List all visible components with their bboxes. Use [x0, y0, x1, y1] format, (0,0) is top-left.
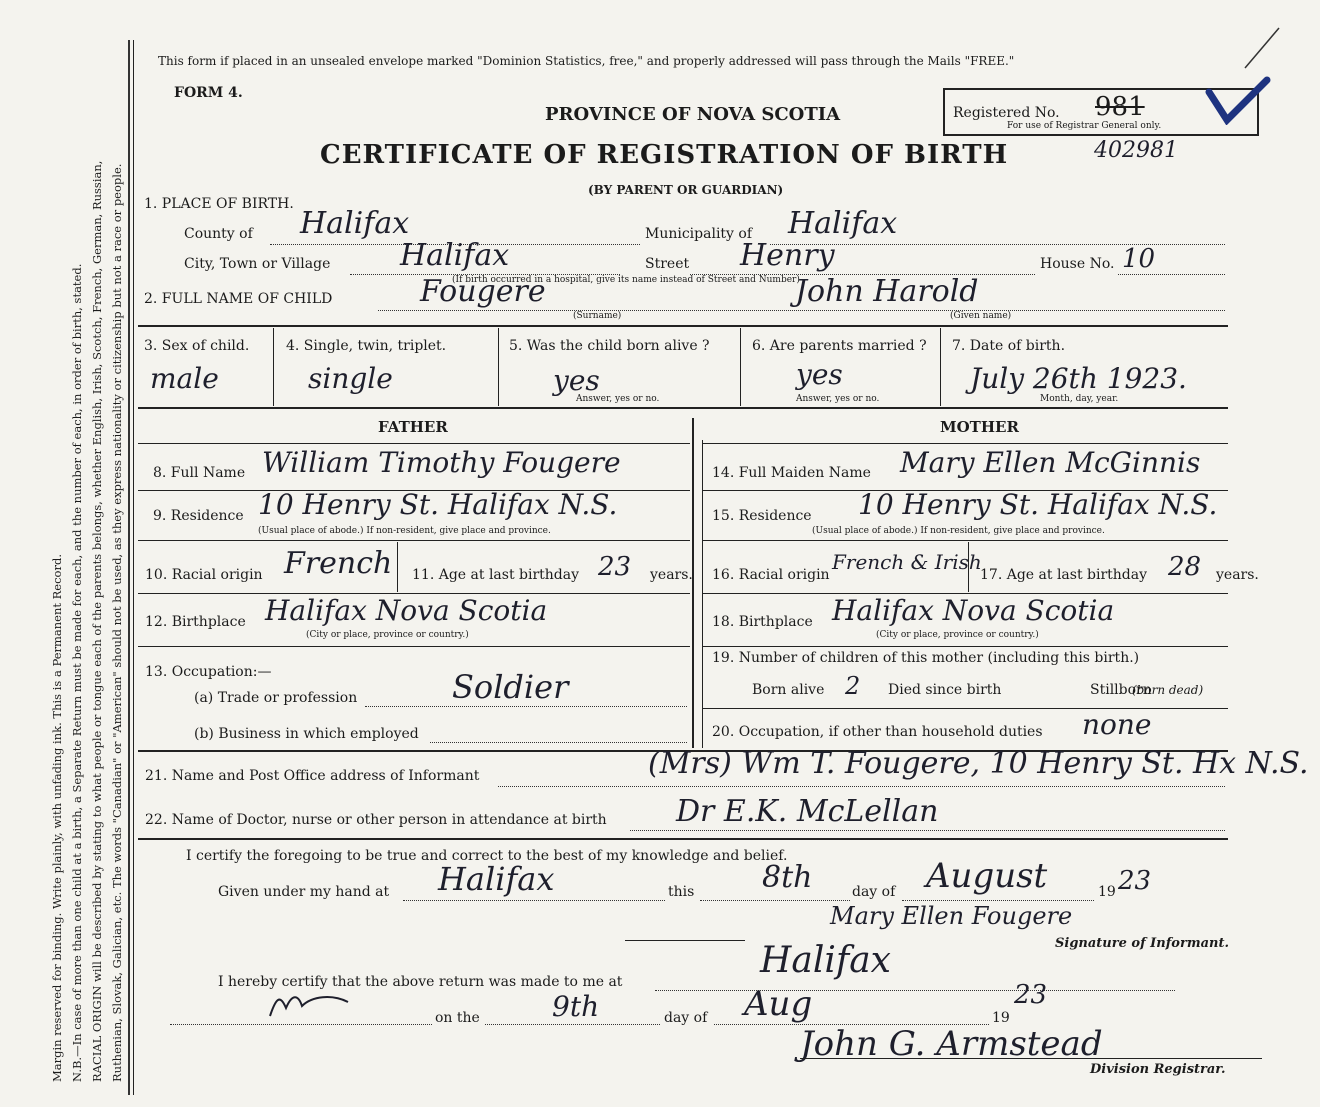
- father-heading: FATHER: [378, 418, 448, 436]
- father-birthplace-caption: (City or place, province or country.): [306, 630, 469, 640]
- city-value: Halifax: [400, 238, 510, 273]
- born-alive-label: 5. Was the child born alive ?: [509, 338, 710, 354]
- received-year-prefix: 19: [992, 1010, 1010, 1026]
- mother-birthplace-label: 18. Birthplace: [712, 614, 813, 630]
- father-birthplace-value: Halifax Nova Scotia: [265, 594, 548, 627]
- born-alive-count-label: Born alive: [752, 682, 825, 698]
- father-name-label: 8. Full Name: [153, 465, 246, 481]
- mother-occupation-value: none: [1082, 708, 1152, 741]
- father-residence-value: 10 Henry St. Halifax N.S.: [258, 488, 618, 521]
- birth-type-label: 4. Single, twin, triplet.: [286, 338, 447, 354]
- received-day-value: 9th: [552, 990, 600, 1023]
- place-of-birth-heading: 1. PLACE OF BIRTH.: [144, 196, 294, 212]
- mother-residence-caption: (Usual place of abode.) If non-resident, give place and province.: [812, 526, 1105, 536]
- received-day-of-label: day of: [664, 1010, 708, 1026]
- father-racial-label: 10. Racial origin: [145, 567, 263, 583]
- house-number-label: House No.: [1040, 256, 1115, 272]
- registered-label: Registered No.: [953, 105, 1060, 121]
- postal-note: This form if placed in an unsealed envelope marked "Dominion Statistics, free," and properly addressed will pass through the Mails "FREE.": [158, 54, 1015, 68]
- father-residence-caption: (Usual place of abode.) If non-resident, give place and province.: [258, 526, 551, 536]
- form-number: FORM 4.: [174, 85, 243, 101]
- mother-children-label: 19. Number of children of this mother (including this birth.): [712, 650, 1140, 666]
- surname-caption: (Surname): [573, 311, 622, 321]
- mother-birthplace-value: Halifax Nova Scotia: [832, 594, 1115, 627]
- registered-value: 981: [1095, 92, 1145, 122]
- this-label: this: [668, 884, 695, 900]
- mother-name-value: Mary Ellen McGinnis: [900, 446, 1201, 479]
- born-alive-value: yes: [553, 364, 600, 397]
- born-alive-caption: Answer, yes or no.: [576, 394, 660, 404]
- informant-label: 21. Name and Post Office address of Informant: [145, 768, 480, 784]
- stillborn-note: (born dead): [1132, 683, 1204, 697]
- certify-statement: I certify the foregoing to be true and correct to the best of my knowledge and belief.: [186, 848, 788, 864]
- date-of-birth-caption: Month, day, year.: [1040, 394, 1119, 404]
- on-the-label: on the: [435, 1010, 480, 1026]
- father-age-unit: years.: [650, 567, 693, 583]
- given-place-value: Halifax: [438, 860, 555, 898]
- mother-birthplace-caption: (City or place, province or country.): [876, 630, 1039, 640]
- mother-name-label: 14. Full Maiden Name: [712, 465, 871, 481]
- given-year-prefix: 19: [1098, 884, 1116, 900]
- father-occupation-label: 13. Occupation:—: [145, 664, 272, 680]
- father-birthplace-label: 12. Birthplace: [145, 614, 246, 630]
- doctor-label: 22. Name of Doctor, nurse or other person in attendance at birth: [145, 812, 607, 828]
- died-since-birth-label: Died since birth: [888, 682, 1002, 698]
- father-racial-value: French: [284, 546, 393, 581]
- municipality-value: Halifax: [788, 206, 898, 241]
- sex-label: 3. Sex of child.: [144, 338, 250, 354]
- mother-occupation-label: 20. Occupation, if other than household duties: [712, 724, 1043, 740]
- parents-married-caption: Answer, yes or no.: [796, 394, 880, 404]
- given-month-value: August: [926, 856, 1048, 896]
- margin-note-3: RACIAL ORIGIN will be described by stating to what people or tongue each of the parents belongs, whether English, Irish, Scotch, French, German, Russian,: [90, 160, 104, 1082]
- parents-married-value: yes: [796, 358, 843, 391]
- informant-signature: Mary Ellen Fougere: [830, 902, 1073, 930]
- given-day-of-label: day of: [852, 884, 896, 900]
- county-value: Halifax: [300, 206, 410, 241]
- mother-age-label: 17. Age at last birthday: [980, 567, 1148, 583]
- check-mark-icon: [1205, 20, 1285, 125]
- father-trade-value: Soldier: [452, 668, 569, 706]
- given-name-caption: (Given name): [950, 311, 1012, 321]
- registrar-initials-mark-icon: [262, 988, 352, 1024]
- father-age-label: 11. Age at last birthday: [412, 567, 580, 583]
- hereby-place-value: Halifax: [760, 940, 891, 981]
- street-label: Street: [645, 256, 690, 272]
- registrar-signature: John G. Armstead: [800, 1024, 1103, 1064]
- stillborn-label: Stillborn: [1090, 682, 1152, 698]
- registrar-use-note: For use of Registrar General only.: [1007, 121, 1162, 131]
- father-business-label: (b) Business in which employed: [194, 726, 419, 742]
- province-heading: PROVINCE OF NOVA SCOTIA: [545, 104, 841, 125]
- hospital-note: (If birth occurred in a hospital, give its name instead of Street and Number): [452, 275, 800, 285]
- mother-racial-value: French & Irish: [832, 550, 982, 574]
- given-day-value: 8th: [762, 860, 813, 895]
- birth-type-value: single: [308, 362, 393, 395]
- received-month-value: Aug: [744, 984, 813, 1024]
- child-name-label: 2. FULL NAME OF CHILD: [144, 291, 333, 307]
- county-label: County of: [184, 226, 253, 242]
- informant-signature-caption: Signature of Informant.: [1055, 936, 1229, 951]
- mother-residence-label: 15. Residence: [712, 508, 812, 524]
- father-age-value: 23: [598, 552, 632, 582]
- binding-line-inner: [133, 40, 134, 1095]
- margin-note-1: Margin reserved for binding. Write plainly, with unfading ink. This is a Permanent Record.: [50, 554, 64, 1082]
- house-number-value: 10: [1122, 244, 1156, 274]
- hereby-certify-label: I hereby certify that the above return was made to me at: [218, 974, 623, 990]
- date-of-birth-label: 7. Date of birth.: [952, 338, 1066, 354]
- margin-note-4: Ruthenian, Slovak, Galician, etc. The words "Canadian" or "American" should not be used, as they express nationality or citizenship but not a race or people.: [110, 163, 124, 1082]
- received-year-value: 23: [1014, 980, 1048, 1010]
- street-value: Henry: [740, 238, 835, 273]
- binding-line: [128, 40, 130, 1095]
- certificate-subtitle: (BY PARENT OR GUARDIAN): [588, 183, 784, 197]
- margin-note-2: N.B.—In case of more than one child at a birth, a Separate Return must be made for each, and the number of each, in order of birth, stated.: [70, 263, 84, 1082]
- parents-married-label: 6. Are parents married ?: [752, 338, 927, 354]
- child-given-name: John Harold: [795, 274, 979, 309]
- mother-age-value: 28: [1168, 552, 1202, 582]
- given-year-value: 23: [1118, 866, 1152, 896]
- sex-value: male: [150, 362, 219, 395]
- informant-value: (Mrs) Wm T. Fougere, 10 Henry St. Hx N.S.: [648, 746, 1309, 781]
- mother-heading: MOTHER: [940, 418, 1019, 436]
- mother-age-unit: years.: [1216, 567, 1259, 583]
- division-registrar-caption: Division Registrar.: [1090, 1062, 1226, 1077]
- date-of-birth-value: July 26th 1923.: [970, 362, 1187, 395]
- handwritten-record-number: 402981: [1094, 138, 1178, 163]
- municipality-label: Municipality of: [645, 226, 753, 242]
- mother-racial-label: 16. Racial origin: [712, 567, 830, 583]
- born-alive-count-value: 2: [845, 672, 861, 700]
- father-name-value: William Timothy Fougere: [262, 446, 621, 479]
- doctor-value: Dr E.K. McLellan: [676, 794, 939, 829]
- certificate-title: CERTIFICATE OF REGISTRATION OF BIRTH: [320, 140, 1009, 170]
- mother-residence-value: 10 Henry St. Halifax N.S.: [858, 488, 1218, 521]
- given-under-hand-label: Given under my hand at: [218, 884, 390, 900]
- child-surname: Fougere: [420, 274, 546, 309]
- city-label: City, Town or Village: [184, 256, 331, 272]
- father-trade-label: (a) Trade or profession: [194, 690, 358, 706]
- father-residence-label: 9. Residence: [153, 508, 244, 524]
